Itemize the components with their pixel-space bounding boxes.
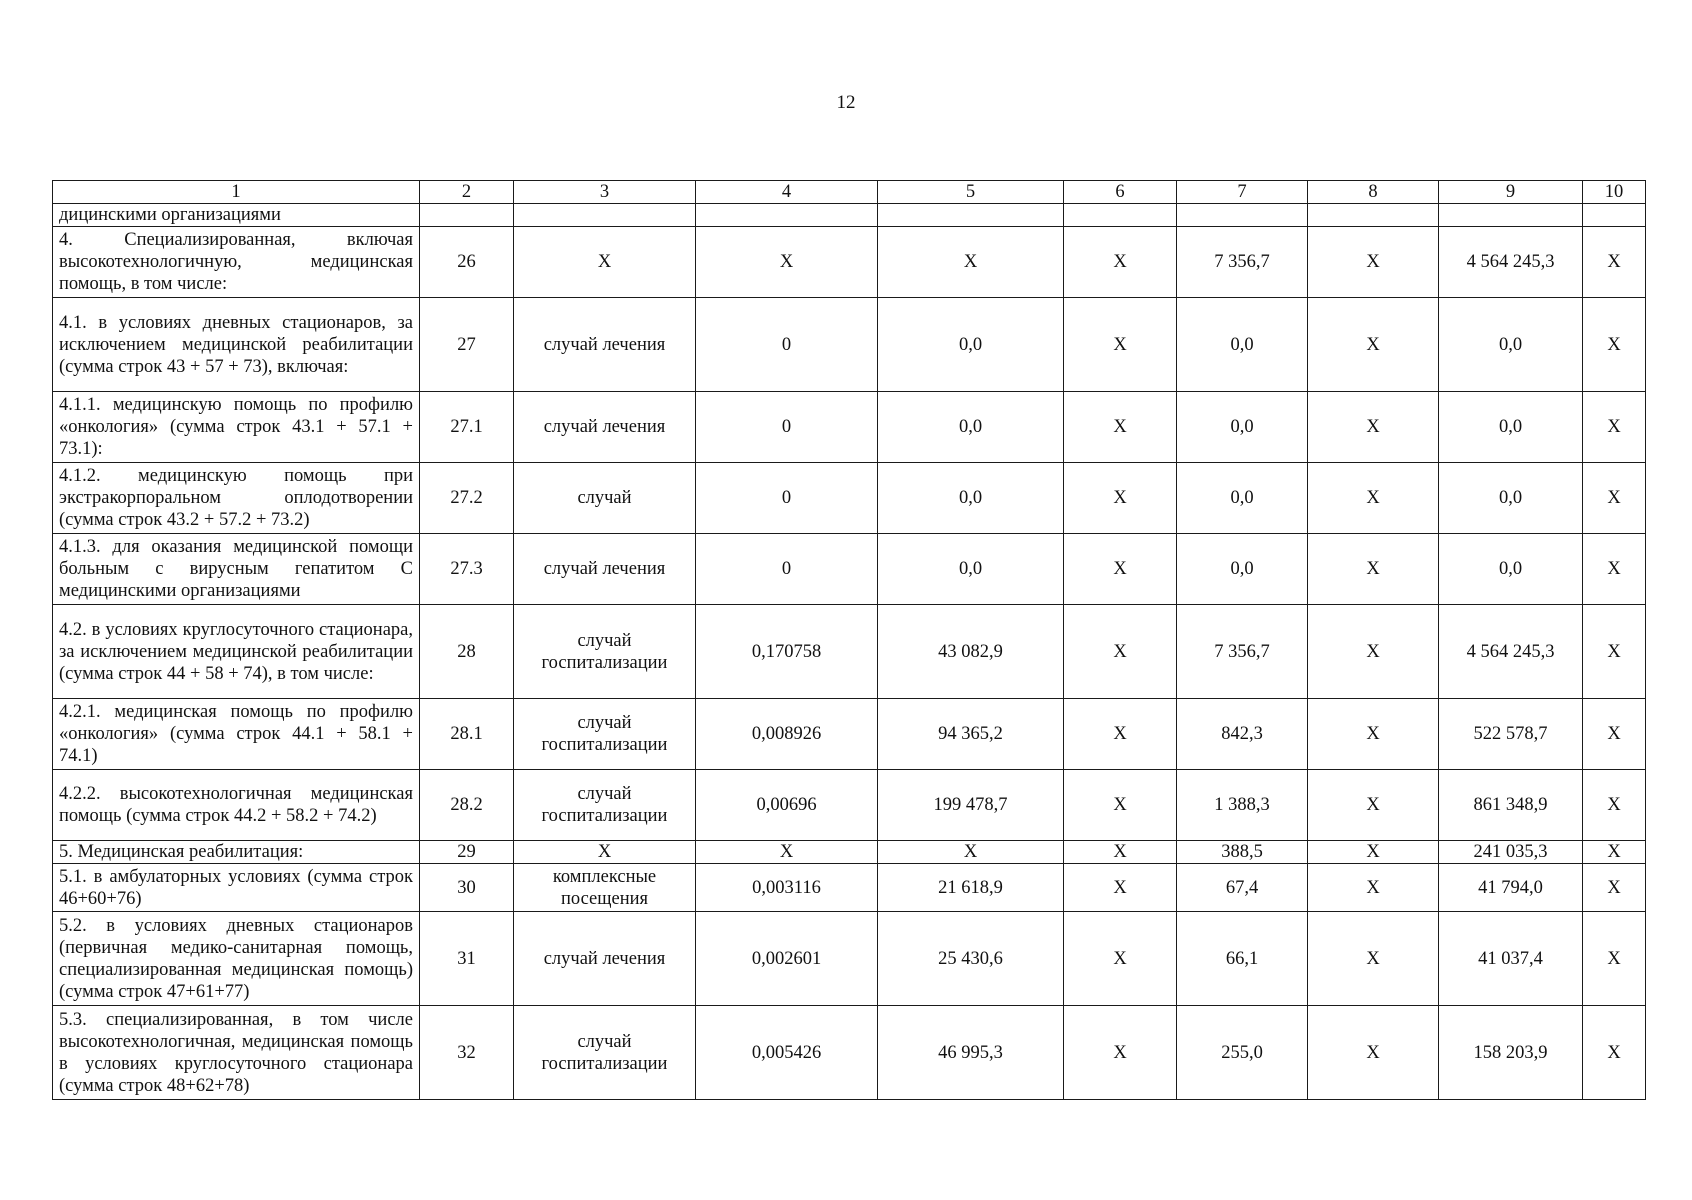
row-col-6: Х [1064,605,1177,699]
row-unit: случай госпитализации [514,1006,696,1100]
row-description: 4. Специализированная, включая высокотехнологичную, медицинская помощь, в том числе: [53,227,420,298]
row-col-9: 41 794,0 [1439,864,1583,912]
row-description: 5.2. в условиях дневных стационаров (первичная медико-санитарная помощь, специализированная медицинская помощь) (сумма строк 47+61+77) [53,912,420,1006]
row-col-6: Х [1064,1006,1177,1100]
row-code: 28.2 [420,770,514,841]
column-number: 1 [53,181,420,204]
row-col-10: Х [1583,864,1646,912]
row-col-4: 0,170758 [696,605,878,699]
row-unit: случай лечения [514,298,696,392]
row-col-7: 0,0 [1177,534,1308,605]
row-col-4: 0,005426 [696,1006,878,1100]
row-col-7: 388,5 [1177,841,1308,864]
row-unit: случай лечения [514,392,696,463]
column-number: 2 [420,181,514,204]
continuation-cell: дицинскими организациями [53,204,420,227]
table-row [53,227,1646,298]
row-col-5: Х [878,841,1064,864]
row-col-8: Х [1308,463,1439,534]
row-col-9: 0,0 [1439,392,1583,463]
empty-cell [514,204,696,227]
row-col-5: 25 430,6 [878,912,1064,1006]
table-body [53,181,1646,1100]
row-col-8: Х [1308,770,1439,841]
row-unit: случай госпитализации [514,770,696,841]
empty-cell [1177,204,1308,227]
row-code: 27 [420,298,514,392]
row-unit: случай госпитализации [514,699,696,770]
row-col-9: 522 578,7 [1439,699,1583,770]
row-col-5: 94 365,2 [878,699,1064,770]
row-col-6: Х [1064,912,1177,1006]
row-unit: случай лечения [514,912,696,1006]
row-col-8: Х [1308,298,1439,392]
row-unit: Х [514,227,696,298]
row-col-6: Х [1064,534,1177,605]
row-description: 4.2. в условиях круглосуточного стационара, за исключением медицинской реабилитации (сумма строк 44 + 58 + 74), в том числе: [53,605,420,699]
row-col-5: 0,0 [878,463,1064,534]
row-col-7: 67,4 [1177,864,1308,912]
row-description: 5. Медицинская реабилитация: [53,841,420,864]
column-number: 10 [1583,181,1646,204]
row-col-10: Х [1583,298,1646,392]
table-row [53,912,1646,1006]
page-number: 12 [836,92,856,113]
row-col-9: 4 564 245,3 [1439,227,1583,298]
row-col-7: 7 356,7 [1177,227,1308,298]
row-col-9: 41 037,4 [1439,912,1583,1006]
row-unit: Х [514,841,696,864]
row-col-10: Х [1583,699,1646,770]
row-unit: комплексные посещения [514,864,696,912]
column-number: 9 [1439,181,1583,204]
row-description: 4.2.2. высокотехнологичная медицинская помощь (сумма строк 44.2 + 58.2 + 74.2) [53,770,420,841]
row-col-10: Х [1583,227,1646,298]
row-col-7: 0,0 [1177,463,1308,534]
row-col-8: Х [1308,392,1439,463]
row-description: 4.1. в условиях дневных стационаров, за исключением медицинской реабилитации (сумма строк 43 + 57 + 73), включая: [53,298,420,392]
row-code: 29 [420,841,514,864]
row-col-10: Х [1583,1006,1646,1100]
row-col-4: 0 [696,534,878,605]
empty-cell [420,204,514,227]
data-table [52,180,1646,1100]
row-col-8: Х [1308,534,1439,605]
column-number: 3 [514,181,696,204]
row-col-10: Х [1583,770,1646,841]
row-col-9: 158 203,9 [1439,1006,1583,1100]
row-col-4: 0,002601 [696,912,878,1006]
column-number: 6 [1064,181,1177,204]
row-col-6: Х [1064,770,1177,841]
table-row [53,463,1646,534]
empty-cell [878,204,1064,227]
row-code: 27.1 [420,392,514,463]
row-col-7: 0,0 [1177,392,1308,463]
row-col-4: Х [696,227,878,298]
column-number: 4 [696,181,878,204]
row-col-4: 0 [696,463,878,534]
row-col-4: Х [696,841,878,864]
table-row [53,841,1646,864]
row-col-5: Х [878,227,1064,298]
row-col-5: 0,0 [878,298,1064,392]
row-col-6: Х [1064,298,1177,392]
row-col-7: 255,0 [1177,1006,1308,1100]
row-col-8: Х [1308,699,1439,770]
table-row [53,605,1646,699]
row-col-9: 0,0 [1439,463,1583,534]
row-col-9: 4 564 245,3 [1439,605,1583,699]
row-description: 5.1. в амбулаторных условиях (сумма строк 46+60+76) [53,864,420,912]
row-col-6: Х [1064,864,1177,912]
row-description: 5.3. специализированная, в том числе высокотехнологичная, медицинская помощь в условиях круглосуточного стационара (сумма строк 48+62+78) [53,1006,420,1100]
row-col-5: 21 618,9 [878,864,1064,912]
row-col-4: 0 [696,392,878,463]
row-col-8: Х [1308,1006,1439,1100]
row-col-9: 861 348,9 [1439,770,1583,841]
row-col-8: Х [1308,605,1439,699]
row-col-5: 43 082,9 [878,605,1064,699]
column-number: 7 [1177,181,1308,204]
row-col-7: 1 388,3 [1177,770,1308,841]
empty-cell [696,204,878,227]
table-row [53,770,1646,841]
row-code: 31 [420,912,514,1006]
row-col-10: Х [1583,392,1646,463]
column-number-row [53,181,1646,204]
row-description: 4.1.3. для оказания медицинской помощи больным с вирусным гепатитом С медицинскими организациями [53,534,420,605]
row-col-5: 0,0 [878,392,1064,463]
row-col-10: Х [1583,841,1646,864]
table-row [53,699,1646,770]
row-col-7: 66,1 [1177,912,1308,1006]
row-col-8: Х [1308,841,1439,864]
continuation-row [53,204,1646,227]
row-col-5: 199 478,7 [878,770,1064,841]
table-row [53,864,1646,912]
row-unit: случай [514,463,696,534]
column-number: 8 [1308,181,1439,204]
row-code: 32 [420,1006,514,1100]
row-code: 26 [420,227,514,298]
table-row [53,1006,1646,1100]
row-col-10: Х [1583,605,1646,699]
row-col-6: Х [1064,227,1177,298]
row-col-5: 0,0 [878,534,1064,605]
row-col-6: Х [1064,699,1177,770]
table-row [53,392,1646,463]
row-description: 4.1.1. медицинскую помощь по профилю «онкология» (сумма строк 43.1 + 57.1 + 73.1): [53,392,420,463]
row-col-6: Х [1064,392,1177,463]
row-col-7: 842,3 [1177,699,1308,770]
empty-cell [1308,204,1439,227]
row-col-4: 0,00696 [696,770,878,841]
row-code: 28.1 [420,699,514,770]
empty-cell [1439,204,1583,227]
row-col-9: 0,0 [1439,534,1583,605]
row-code: 30 [420,864,514,912]
row-unit: случай лечения [514,534,696,605]
row-col-4: 0,003116 [696,864,878,912]
row-description: 4.1.2. медицинскую помощь при экстракорпоральном оплодотворении (сумма строк 43.2 + 57.2 + 73.2) [53,463,420,534]
column-number: 5 [878,181,1064,204]
empty-cell [1064,204,1177,227]
row-col-10: Х [1583,912,1646,1006]
row-code: 27.3 [420,534,514,605]
row-unit: случай госпитализации [514,605,696,699]
row-col-9: 241 035,3 [1439,841,1583,864]
row-col-7: 7 356,7 [1177,605,1308,699]
empty-cell [1583,204,1646,227]
row-code: 27.2 [420,463,514,534]
row-col-8: Х [1308,912,1439,1006]
row-col-4: 0,008926 [696,699,878,770]
row-col-4: 0 [696,298,878,392]
row-col-10: Х [1583,463,1646,534]
table-row [53,298,1646,392]
row-col-8: Х [1308,864,1439,912]
row-col-8: Х [1308,227,1439,298]
row-col-6: Х [1064,463,1177,534]
row-col-7: 0,0 [1177,298,1308,392]
row-col-6: Х [1064,841,1177,864]
row-col-9: 0,0 [1439,298,1583,392]
row-code: 28 [420,605,514,699]
row-description: 4.2.1. медицинская помощь по профилю «онкология» (сумма строк 44.1 + 58.1 + 74.1) [53,699,420,770]
row-col-5: 46 995,3 [878,1006,1064,1100]
table-row [53,534,1646,605]
row-col-10: Х [1583,534,1646,605]
